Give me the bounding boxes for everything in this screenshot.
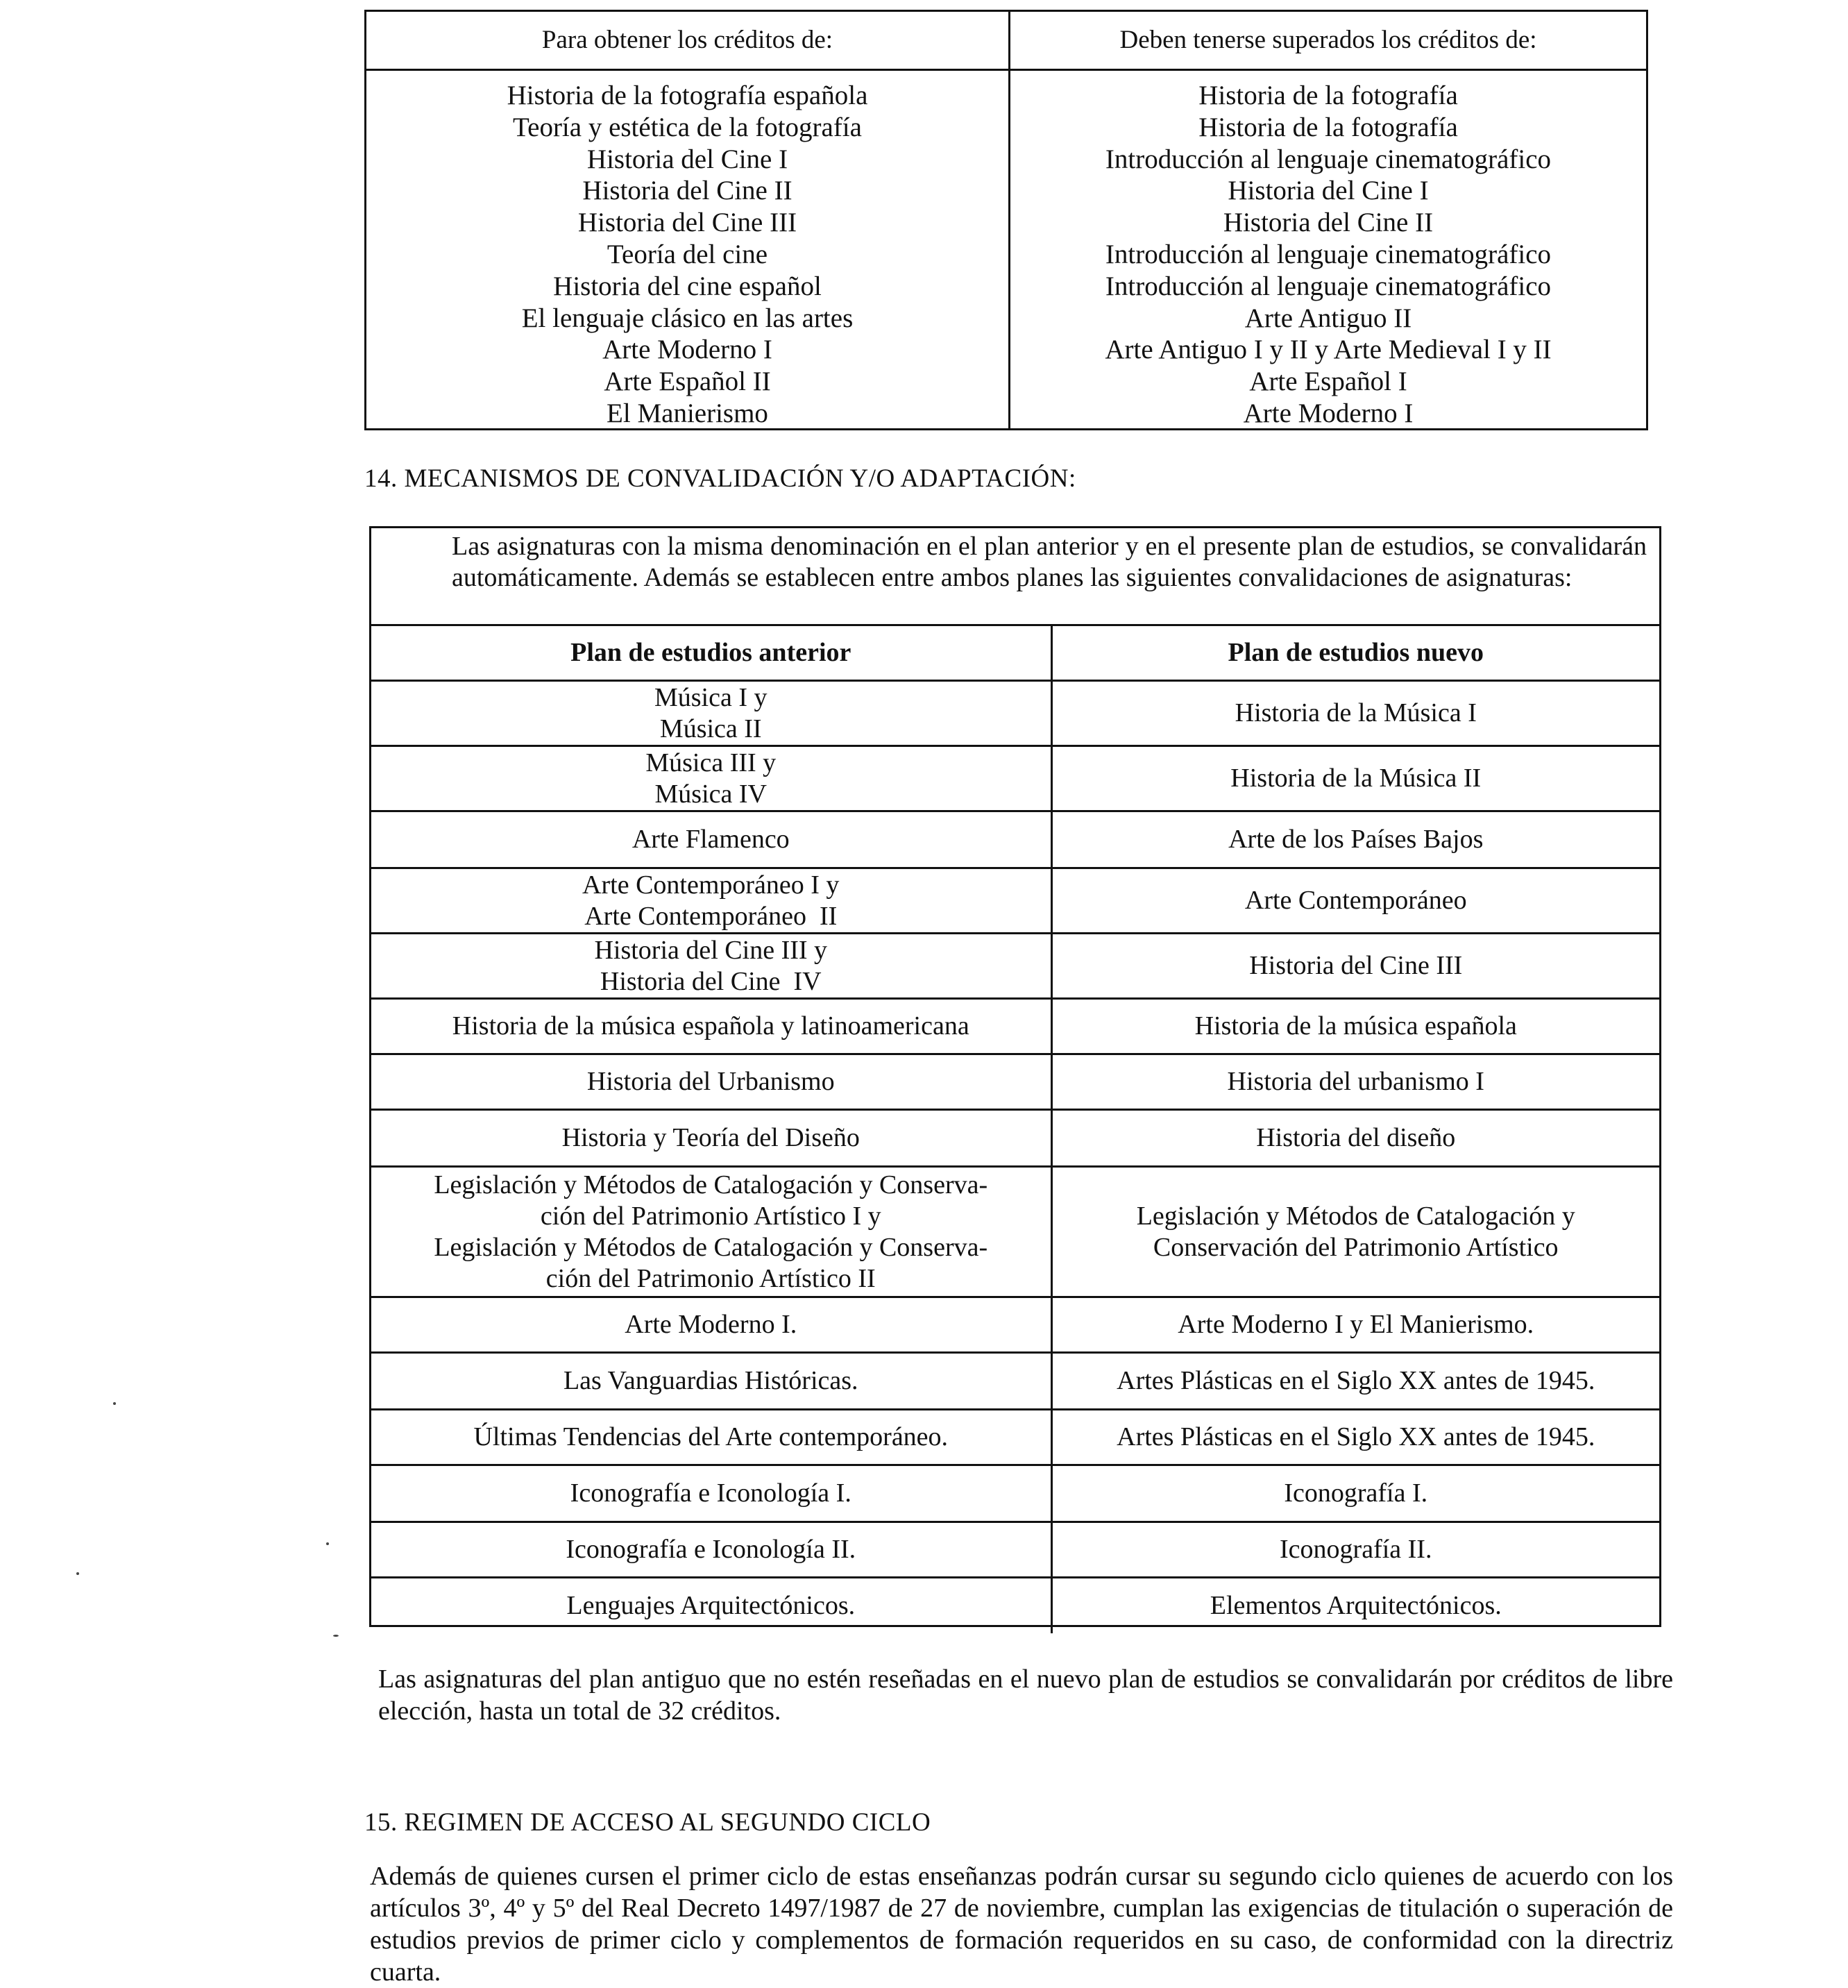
header-divider [366, 69, 1646, 71]
old-plan-cell [371, 999, 1051, 1054]
scan-speck [326, 1542, 329, 1545]
new-plan-cell [1051, 1297, 1659, 1353]
table-row [371, 1410, 1659, 1465]
cell-line: Historia de la música española [1194, 1011, 1517, 1041]
old-plan-cell [371, 1297, 1051, 1353]
scan-speck [76, 1572, 79, 1575]
new-plan-cell [1051, 1167, 1659, 1297]
cell-line: Últimas Tendencias del Arte contemporáneo. [473, 1422, 949, 1451]
table-row [371, 1167, 1659, 1297]
table-row [371, 811, 1659, 868]
obtain-credits-column [366, 80, 1008, 430]
old-plan-cell [371, 681, 1051, 746]
table-row [371, 746, 1659, 811]
cell-line: Historia y Teoría del Diseño [561, 1123, 860, 1152]
prereq-obtain-item: Historia de la fotografía española [507, 81, 868, 110]
prereq-obtain-item: Historia del cine español [553, 271, 822, 301]
cell-line: Las Vanguardias Históricas. [563, 1366, 858, 1395]
prereq-required-item: Arte Moderno I [1243, 398, 1414, 428]
cell-line: Historia del diseño [1256, 1123, 1456, 1152]
cell-line: Arte de los Países Bajos [1228, 825, 1484, 854]
scan-speck [113, 1402, 116, 1405]
new-plan-cell [1051, 1054, 1659, 1110]
header-obtain-credits: Para obtener los créditos de: [541, 26, 833, 54]
cell-line: Legislación y Métodos de Catalogación y Conserva- [434, 1232, 988, 1262]
cell-line: Elementos Arquitectónicos. [1210, 1590, 1502, 1620]
old-plan-cell [371, 1465, 1051, 1522]
new-plan-cell [1051, 1353, 1659, 1410]
cell-line: Arte Flamenco [631, 825, 790, 854]
cell-line: Historia del Cine III y [594, 935, 828, 965]
cell-line: Música III y [645, 748, 777, 777]
prereq-obtain-item: Arte Moderno I [602, 335, 772, 365]
new-plan-cell [1051, 811, 1659, 868]
new-plan-cell [1051, 868, 1659, 934]
cell-line: Iconografía e Iconología II. [566, 1535, 856, 1564]
prereq-obtain-item: Historia del Cine I [586, 144, 788, 174]
prereq-obtain-item: Historia del Cine III [577, 208, 797, 238]
prereq-obtain-item: Teoría del cine [607, 239, 768, 269]
table-row [371, 1465, 1659, 1522]
old-plan-cell [371, 934, 1051, 999]
table-row [371, 1353, 1659, 1410]
old-plan-cell [371, 1522, 1051, 1578]
new-plan-cell [1051, 1465, 1659, 1522]
cell-line: Lenguajes Arquitectónicos. [566, 1590, 856, 1620]
table-row [371, 1054, 1659, 1110]
old-plan-cell [371, 1578, 1051, 1633]
table-row [371, 1578, 1659, 1633]
section-15-title: 15. REGIMEN DE ACCESO AL SEGUNDO CICLO [364, 1808, 931, 1837]
cell-line: Conservación del Patrimonio Artístico [1153, 1232, 1559, 1262]
old-plan-cell [371, 1353, 1051, 1410]
cell-line: Legislación y Métodos de Catalogación y [1136, 1201, 1575, 1231]
old-plan-cell [371, 811, 1051, 868]
table-row [371, 1522, 1659, 1578]
prereq-obtain-item: Arte Español II [604, 367, 771, 397]
header-required-credits: Deben tenerse superados los créditos de: [1119, 26, 1537, 54]
new-plan-cell [1051, 1110, 1659, 1167]
cell-line: Iconografía I. [1284, 1479, 1428, 1508]
new-plan-cell [1051, 1578, 1659, 1633]
convalidation-table [371, 624, 1659, 1633]
convalidation-intro [371, 528, 1659, 624]
section-15-body: Además de quienes cursen el primer ciclo de estas enseñanzas podrán cursar su segundo ciclo quienes de acuerdo con los artículos 3º, 4º y 5º del Real Decreto 1497/1987 de 27 de noviembre, cumplan las exigencias de titulación o superación de estudios previos de primer ciclo y complementos de formación requeridos en su caso, de conformidad con la directriz cuarta. [370, 1862, 1673, 1987]
intro-text: Las asignaturas con la misma denominación en el plan anterior y en el presente plan de estudios, se convalidarán automáticamente. Además se establecen entre ambos planes las siguientes convalidaciones de asignaturas: [452, 532, 1647, 592]
prereq-required-item: Historia del Cine I [1228, 176, 1429, 206]
new-plan-cell [1051, 1410, 1659, 1465]
prereq-required-item: Historia del Cine II [1223, 208, 1434, 238]
required-credits-column [1010, 80, 1646, 430]
prereq-required-item: Introducción al lenguaje cinematográfico [1105, 239, 1552, 269]
cell-line: Iconografía II. [1280, 1535, 1432, 1564]
cell-line: ción del Patrimonio Artístico II [545, 1263, 876, 1293]
old-plan-cell [371, 1410, 1051, 1465]
cell-line: Historia del Urbanismo [586, 1067, 835, 1096]
cell-line: Artes Plásticas en el Siglo XX antes de 1945. [1117, 1422, 1595, 1451]
table-row [371, 1297, 1659, 1353]
cell-line: Música IV [654, 779, 767, 809]
old-plan-cell [371, 1167, 1051, 1297]
old-plan-cell [371, 746, 1051, 811]
cell-line: Historia de la Música I [1235, 698, 1477, 727]
old-plan-cell [371, 1054, 1051, 1110]
cell-line: Historia de la música española y latinoamericana [452, 1011, 969, 1041]
table-row [371, 681, 1659, 746]
prereq-required-item: Historia de la fotografía [1198, 81, 1458, 110]
table-header-row [371, 625, 1659, 681]
cell-line: Iconografía e Iconología I. [570, 1479, 851, 1508]
column-new-plan: Plan de estudios nuevo [1051, 625, 1659, 681]
cell-line: Arte Contemporáneo I y [582, 870, 840, 900]
cell-line: Arte Contemporáneo II [584, 901, 838, 931]
cell-line: Arte Moderno I. [625, 1310, 797, 1339]
cell-line: Artes Plásticas en el Siglo XX antes de 1945. [1117, 1366, 1595, 1395]
scan-speck [333, 1635, 339, 1637]
cell-line: Historia del urbanismo I [1227, 1067, 1484, 1096]
prereq-obtain-item: Historia del Cine II [582, 176, 792, 206]
table-row [371, 1110, 1659, 1167]
prereq-required-item: Introducción al lenguaje cinematográfico [1105, 271, 1552, 301]
prereq-obtain-item: El lenguaje clásico en las artes [521, 303, 854, 333]
prerequisites-table [364, 10, 1648, 430]
new-plan-cell [1051, 681, 1659, 746]
new-plan-cell [1051, 1522, 1659, 1578]
table-row [371, 868, 1659, 934]
table-row [371, 999, 1659, 1054]
new-plan-cell [1051, 746, 1659, 811]
prereq-required-item: Arte Español I [1249, 367, 1407, 397]
prereq-required-item: Arte Antiguo I y II y Arte Medieval I y II [1105, 335, 1552, 365]
cell-line: ción del Patrimonio Artístico I y [540, 1201, 881, 1231]
prereq-obtain-item: El Manierismo [607, 398, 768, 428]
old-plan-cell [371, 868, 1051, 934]
new-plan-cell [1051, 934, 1659, 999]
cell-line: Legislación y Métodos de Catalogación y Conserva- [434, 1170, 988, 1199]
prereq-required-item: Arte Antiguo II [1244, 303, 1412, 333]
cell-line: Arte Contemporáneo [1244, 886, 1467, 915]
old-plan-cell [371, 1110, 1051, 1167]
prereq-required-item: Historia de la fotografía [1198, 112, 1458, 142]
convalidation-box [369, 526, 1661, 1627]
column-old-plan: Plan de estudios anterior [371, 625, 1051, 681]
section-14-title: 14. MECANISMOS DE CONVALIDACIÓN Y/O ADAPTACIÓN: [364, 464, 1076, 493]
cell-line: Música I y [654, 682, 768, 712]
prereq-required-item: Introducción al lenguaje cinematográfico [1105, 144, 1552, 174]
cell-line: Historia del Cine IV [600, 966, 822, 996]
new-plan-cell [1051, 999, 1659, 1054]
closing-paragraph: Las asignaturas del plan antiguo que no estén reseñadas en el nuevo plan de estudios se convalidarán por créditos de libre elección, hasta un total de 32 créditos. [378, 1665, 1673, 1726]
cell-line: Historia de la Música II [1230, 764, 1482, 793]
table-row [371, 934, 1659, 999]
cell-line: Historia del Cine III [1249, 951, 1463, 980]
cell-line: Música II [659, 714, 762, 743]
prereq-obtain-item: Teoría y estética de la fotografía [513, 112, 862, 142]
cell-line: Arte Moderno I y El Manierismo. [1178, 1310, 1534, 1339]
